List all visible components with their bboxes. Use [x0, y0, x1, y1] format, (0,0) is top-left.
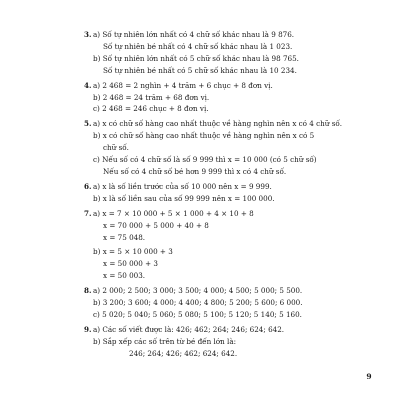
- text-line: [84, 324, 374, 336]
- text-line: [84, 80, 374, 92]
- line-text: 246; 264; 426; 462; 624; 642.: [129, 348, 238, 358]
- answer-content: [84, 26, 374, 360]
- line-text: a) Số tự nhiên lớn nhất có 4 chữ số khác nhau là 9 876.: [93, 30, 295, 39]
- line-text: x = 75 048.: [103, 232, 146, 242]
- exercise-number: 4.: [84, 80, 92, 90]
- line-text: Số tự nhiên bé nhất có 5 chữ số khác nhau là 10 234.: [103, 65, 297, 75]
- line-text: b) Số tự nhiên lớn nhất có 5 chữ số khác nhau là 98 765.: [93, 53, 299, 63]
- line-text: b) x = 5 × 10 000 + 3: [93, 247, 173, 257]
- text-line: [84, 232, 374, 244]
- text-line: [84, 285, 374, 297]
- exercise-number: 5.: [84, 119, 92, 129]
- line-text: b) x có chữ số hàng cao nhất thuộc về hàng nghìn nên x có 5: [93, 131, 315, 141]
- page-number: 9: [366, 372, 372, 381]
- text-line: [84, 154, 374, 166]
- text-line: [84, 258, 374, 270]
- text-line: [84, 348, 374, 360]
- text-line: [84, 246, 374, 258]
- text-line: [84, 29, 374, 41]
- line-text: chữ số.: [103, 143, 129, 153]
- line-text: b) 2 468 = 24 trăm + 68 đơn vị.: [93, 92, 210, 102]
- line-text: x = 50 000 + 3: [103, 259, 158, 269]
- line-text: c) 2 468 = 246 chục + 8 đơn vị.: [93, 104, 209, 114]
- text-line: [84, 130, 374, 142]
- line-text: Số tự nhiên bé nhất có 4 chữ số khác nhau là 1 023.: [103, 41, 293, 51]
- text-line: [84, 297, 374, 309]
- text-line: [84, 142, 374, 154]
- line-text: a) x có chữ số hàng cao nhất thuộc về hàng nghìn nên x có 4 chữ số.: [93, 119, 343, 129]
- text-line: [84, 208, 374, 220]
- line-text: a) Các số viết được là: 426; 462; 264; 246; 624; 642.: [93, 324, 285, 334]
- text-line: [84, 53, 374, 65]
- exercise-number: 3.: [84, 30, 92, 39]
- exercise-number: 6.: [84, 181, 92, 191]
- line-text: a) x là số liền trước của số 10 000 nên x = 9 999.: [93, 181, 272, 191]
- text-line: [84, 181, 374, 193]
- line-text: a) 2 000; 2 500; 3 000; 3 500; 4 000; 4 500; 5 000; 5 500.: [93, 286, 303, 296]
- text-line: [84, 103, 374, 115]
- line-text: a) x = 7 × 10 000 + 5 × 1 000 + 4 × 10 + 8: [93, 208, 254, 218]
- text-line: [84, 336, 374, 348]
- line-text: c) 5 020; 5 040; 5 060; 5 080; 5 100; 5 120; 5 140; 5 160.: [93, 309, 302, 319]
- line-text: x = 70 000 + 5 000 + 40 + 8: [103, 220, 209, 230]
- line-text: b) x là số liền sau của số 99 999 nên x = 100 000.: [93, 193, 275, 203]
- line-text: a) 2 468 = 2 nghìn + 4 trăm + 6 chục + 8 đơn vị.: [93, 80, 273, 90]
- text-line: [84, 220, 374, 232]
- text-line: [84, 65, 374, 77]
- exercise-number: 9.: [84, 324, 92, 334]
- line-text: Nếu số có 4 chữ số bé hơn 9 999 thì x có 4 chữ số.: [103, 166, 287, 176]
- text-line: [84, 309, 374, 321]
- exercise-number: 7.: [84, 208, 92, 218]
- text-line: [84, 270, 374, 282]
- text-line: [84, 92, 374, 104]
- line-text: b) 3 200; 3 600; 4 000; 4 400; 4 800; 5 200; 5 600; 6 000.: [93, 298, 303, 308]
- exercise-number: 8.: [84, 286, 92, 296]
- text-line: [84, 193, 374, 205]
- text-line: [84, 41, 374, 53]
- text-line: [84, 118, 374, 130]
- line-text: x = 50 003.: [103, 271, 146, 281]
- line-text: c) Nếu số có 4 chữ số là số 9 999 thì x = 10 000 (có 5 chữ số): [93, 155, 317, 165]
- line-text: b) Sắp xếp các số trên từ bé đến lớn là:: [93, 336, 237, 346]
- text-line: [84, 166, 374, 178]
